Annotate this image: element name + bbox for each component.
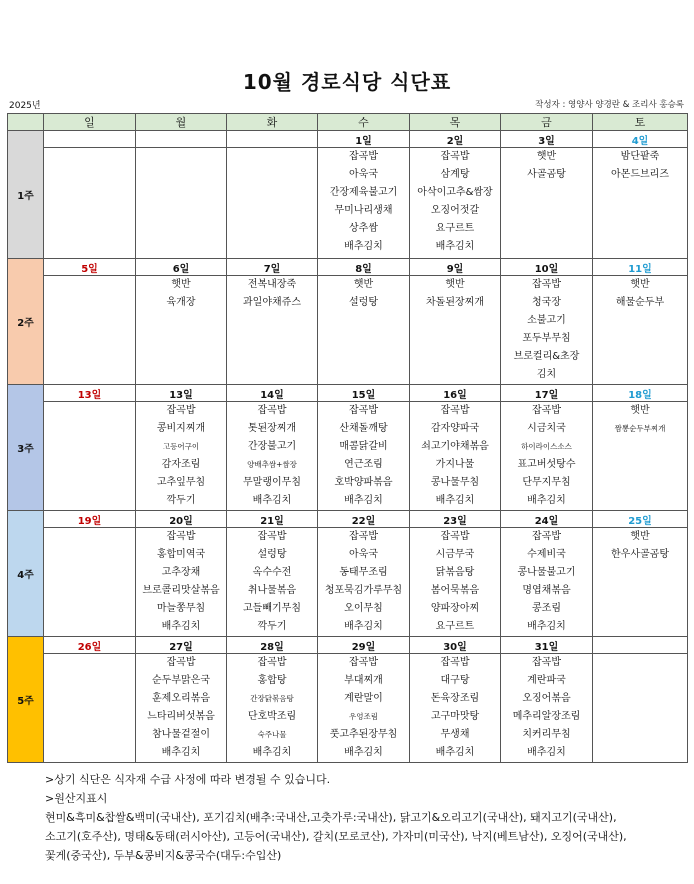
note-line: >원산지표시 — [45, 792, 108, 805]
menu-item: 아삭이고추&쌈장 — [417, 187, 493, 198]
menu-cell — [410, 528, 501, 637]
week-label: 3주 — [8, 385, 44, 511]
menu-item: 배추김치 — [527, 621, 566, 632]
note-line: 현미&흑미&찹쌀&백미(국내산), 포기김치(배추:국내산,고춧가루:국내산), 닭고기&오리고기(국내산), 돼지고기(국내산), — [45, 811, 617, 824]
date-cell: 19일 — [44, 511, 136, 528]
date-cell: 1일 — [318, 131, 410, 148]
weekday-header-row — [8, 114, 688, 131]
menu-item: 사골곰탕 — [527, 169, 566, 180]
week-label: 5주 — [8, 637, 44, 763]
menu-item: 잡곡밥 — [349, 657, 378, 668]
note-line: 소고기(호주산), 명태&동태(러시아산), 고등어(국내산), 갈치(모로코산), 가자미(미국산), 낙지(베트남산), 오징어(국내산), — [45, 830, 627, 843]
menu-item: 육개장 — [166, 297, 196, 308]
menu-item: 햇반 — [536, 151, 557, 162]
menu-cell — [136, 148, 227, 259]
menu-item: 배추김치 — [435, 495, 475, 506]
weekday-header: 일 — [44, 114, 136, 131]
date-cell: 31일 — [501, 637, 593, 654]
note-line: >상기 식단은 식자재 수급 사정에 따라 변경될 수 있습니다. — [45, 773, 331, 786]
date-cell: 21일 — [227, 511, 318, 528]
date-row — [8, 259, 688, 276]
date-cell: 23일 — [410, 511, 501, 528]
menu-item: 잡곡밥 — [349, 151, 378, 162]
date-cell: 13일 — [44, 385, 136, 402]
menu-item: 매콤닭갈비 — [339, 441, 388, 452]
menu-item: 콩나물불고기 — [517, 567, 576, 578]
menu-item: 잡곡밥 — [532, 279, 561, 290]
menu-item: 연근조림 — [344, 459, 383, 470]
menu-cell — [593, 148, 688, 259]
menu-item: 김치 — [536, 369, 557, 380]
menu-item: 숙주나물 — [257, 730, 287, 739]
date-cell: 9일 — [410, 259, 501, 276]
page-title: 10월 경로식당 식단표 — [242, 70, 452, 94]
date-row — [8, 637, 688, 654]
menu-item: 배추김치 — [435, 747, 475, 758]
menu-item: 잡곡밥 — [349, 405, 378, 416]
menu-row — [8, 148, 688, 259]
date-cell — [593, 637, 688, 654]
menu-item: 오이무침 — [344, 603, 383, 614]
menu-item: 홍합미역국 — [156, 549, 206, 560]
menu-row — [8, 276, 688, 385]
menu-item: 돈육장조림 — [430, 693, 480, 704]
menu-item: 명엽채볶음 — [522, 585, 571, 596]
menu-table — [7, 113, 688, 763]
menu-cell — [501, 528, 593, 637]
menu-item: 옥수수전 — [252, 567, 292, 578]
date-cell: 3일 — [501, 131, 593, 148]
menu-item: 양파장아찌 — [430, 603, 480, 614]
menu-item: 햇반 — [630, 405, 650, 416]
menu-item: 잡곡밥 — [440, 657, 470, 668]
menu-item: 취나물볶음 — [247, 585, 297, 596]
menu-item: 깍두기 — [166, 495, 196, 506]
menu-item: 깍두기 — [257, 621, 287, 632]
date-cell — [44, 131, 136, 148]
menu-item: 하이라이스소스 — [521, 442, 572, 451]
menu-item: 햇반 — [630, 531, 650, 542]
menu-item: 시금치국 — [527, 423, 566, 434]
menu-item: 시금무국 — [435, 549, 475, 560]
menu-item: 계란말이 — [344, 693, 383, 704]
date-cell: 10일 — [501, 259, 593, 276]
date-cell: 16일 — [410, 385, 501, 402]
menu-item: 고구마맛탕 — [430, 711, 480, 722]
menu-row — [8, 654, 688, 763]
menu-item: 쇠고기야채볶음 — [421, 441, 489, 452]
weekday-header: 월 — [136, 114, 227, 131]
menu-item: 훈제오리볶음 — [152, 693, 210, 704]
menu-item: 잡곡밥 — [166, 531, 196, 542]
menu-item: 아몬드브리즈 — [611, 169, 669, 180]
menu-item: 포두부무침 — [522, 333, 571, 344]
menu-item: 톳된장찌개 — [247, 423, 297, 434]
menu-item: 삼계탕 — [440, 169, 470, 180]
menu-cell — [136, 654, 227, 763]
menu-cell — [44, 276, 136, 385]
date-row — [8, 131, 688, 148]
menu-item: 잡곡밥 — [257, 405, 287, 416]
menu-item: 전복내장죽 — [247, 279, 297, 290]
menu-item: 오징어젓갈 — [430, 205, 480, 216]
menu-item: 잡곡밥 — [349, 531, 378, 542]
menu-item: 요구르트 — [435, 621, 475, 632]
menu-cell — [44, 654, 136, 763]
menu-item: 소불고기 — [527, 315, 566, 326]
weekday-header: 수 — [318, 114, 410, 131]
menu-item: 잡곡밥 — [532, 531, 561, 542]
note-line: 꽃게(중국산), 두부&콩비지&콩국수(대두:수입산) — [45, 849, 282, 862]
menu-item: 브로컬리&초장 — [513, 351, 580, 362]
menu-cell — [44, 528, 136, 637]
menu-item: 배추김치 — [435, 241, 475, 252]
menu-item: 단무지무침 — [522, 477, 571, 488]
menu-item: 햇반 — [630, 279, 650, 290]
menu-item: 햇반 — [171, 279, 191, 290]
menu-item: 배추김치 — [527, 747, 566, 758]
menu-cell — [44, 148, 136, 259]
menu-item: 치커리무침 — [522, 729, 571, 740]
menu-cell — [318, 402, 410, 511]
weekday-header: 금 — [501, 114, 593, 131]
menu-item: 간장닭볶음탕 — [250, 694, 294, 703]
date-cell: 13일 — [136, 385, 227, 402]
menu-item: 설렁탕 — [257, 549, 287, 560]
menu-item: 동태무조림 — [339, 567, 388, 578]
date-cell: 8일 — [318, 259, 410, 276]
menu-item: 아욱국 — [349, 549, 378, 560]
menu-item: 무생채 — [440, 729, 470, 740]
menu-item: 잡곡밥 — [440, 531, 470, 542]
menu-item: 청포묵김가루무침 — [324, 585, 403, 596]
menu-cell — [318, 654, 410, 763]
menu-item: 설렁탕 — [349, 297, 378, 308]
menu-item: 양배추쌈+쌈장 — [247, 460, 297, 469]
menu-row — [8, 528, 688, 637]
menu-item: 계란파국 — [527, 675, 566, 686]
date-row — [8, 385, 688, 402]
menu-cell — [227, 148, 318, 259]
menu-item: 무말랭이무침 — [243, 477, 301, 488]
menu-item: 봄어묵볶음 — [430, 585, 480, 596]
menu-cell — [318, 528, 410, 637]
menu-item: 느타리버섯볶음 — [147, 711, 215, 722]
menu-item: 배추김치 — [161, 747, 201, 758]
date-cell: 27일 — [136, 637, 227, 654]
menu-body — [8, 131, 688, 763]
menu-item: 닭볶음탕 — [435, 567, 475, 578]
date-row — [8, 511, 688, 528]
menu-item: 고등어구이 — [162, 442, 200, 451]
menu-item: 호박양파볶음 — [334, 477, 393, 488]
menu-item: 표고버섯탕수 — [517, 459, 576, 470]
menu-item: 잡곡밥 — [440, 151, 470, 162]
menu-item: 청국장 — [532, 297, 561, 308]
menu-cell — [136, 276, 227, 385]
weekday-header: 토 — [593, 114, 688, 131]
menu-item: 가지나물 — [435, 459, 475, 470]
menu-cell — [410, 148, 501, 259]
menu-item: 햇반 — [445, 279, 465, 290]
date-cell: 26일 — [44, 637, 136, 654]
menu-item: 잡곡밥 — [532, 657, 561, 668]
menu-cell — [410, 402, 501, 511]
menu-item: 햇반 — [353, 279, 374, 290]
menu-item: 배추김치 — [344, 495, 383, 506]
menu-item: 오징어볶음 — [522, 693, 571, 704]
menu-item: 상추쌈 — [349, 223, 378, 234]
date-cell: 15일 — [318, 385, 410, 402]
date-cell: 29일 — [318, 637, 410, 654]
week-header-corner — [8, 114, 44, 131]
menu-item: 해물순두부 — [615, 297, 665, 308]
date-cell: 20일 — [136, 511, 227, 528]
menu-item: 배추김치 — [252, 495, 292, 506]
menu-cell — [318, 148, 410, 259]
menu-item: 고추잎무침 — [156, 477, 206, 488]
menu-row — [8, 402, 688, 511]
menu-item: 배추김치 — [344, 241, 383, 252]
menu-item: 잡곡밥 — [532, 405, 561, 416]
date-cell: 7일 — [227, 259, 318, 276]
date-cell: 17일 — [501, 385, 593, 402]
menu-item: 고들빼기무침 — [243, 603, 301, 614]
menu-item: 밤단팥죽 — [620, 151, 660, 162]
menu-item: 콩비지찌개 — [156, 423, 206, 434]
week-label: 4주 — [8, 511, 44, 637]
menu-cell — [227, 276, 318, 385]
date-cell — [227, 131, 318, 148]
date-cell: 6일 — [136, 259, 227, 276]
menu-item: 부대찌개 — [344, 675, 383, 686]
weekday-header: 화 — [227, 114, 318, 131]
menu-item: 브로콜리맛살볶음 — [142, 585, 220, 596]
weekday-header: 목 — [410, 114, 501, 131]
menu-item: 한우사골곰탕 — [611, 549, 669, 560]
notes — [45, 770, 627, 865]
menu-cell — [227, 528, 318, 637]
menu-cell — [410, 276, 501, 385]
menu-item: 과일야채쥬스 — [243, 297, 301, 308]
menu-cell — [227, 402, 318, 511]
menu-item: 잡곡밥 — [440, 405, 470, 416]
date-cell: 5일 — [44, 259, 136, 276]
menu-cell — [44, 402, 136, 511]
date-cell: 30일 — [410, 637, 501, 654]
menu-item: 감자조림 — [161, 459, 201, 470]
menu-item: 잡곡밥 — [257, 657, 287, 668]
menu-item: 배추김치 — [161, 621, 201, 632]
menu-cell — [501, 402, 593, 511]
menu-item: 요구르트 — [435, 223, 475, 234]
author-label: 작성자 : 영양사 양경란 & 조리사 홍승록 — [535, 100, 684, 110]
menu-item: 간장불고기 — [247, 441, 297, 452]
menu-cell — [593, 402, 688, 511]
date-cell: 18일 — [593, 385, 688, 402]
menu-cell — [593, 528, 688, 637]
menu-cell — [501, 654, 593, 763]
menu-item: 마늘쫑무침 — [156, 603, 206, 614]
menu-item: 아욱국 — [349, 169, 378, 180]
date-cell: 25일 — [593, 511, 688, 528]
menu-item: 배추김치 — [527, 495, 566, 506]
menu-item: 우엉조림 — [349, 712, 378, 721]
year-label: 2025년 — [9, 101, 41, 111]
menu-item: 순두부맑은국 — [152, 675, 210, 686]
menu-item: 콩나물무침 — [430, 477, 480, 488]
date-cell: 14일 — [227, 385, 318, 402]
date-cell — [136, 131, 227, 148]
menu-item: 참나물겉절이 — [152, 729, 210, 740]
week-label: 2주 — [8, 259, 44, 385]
menu-item: 감자양파국 — [430, 423, 480, 434]
menu-cell — [318, 276, 410, 385]
menu-item: 잡곡밥 — [166, 657, 196, 668]
date-cell: 22일 — [318, 511, 410, 528]
menu-item: 고추장채 — [161, 567, 201, 578]
menu-item: 산채돌깨탕 — [339, 423, 388, 434]
menu-item: 홍합탕 — [257, 675, 287, 686]
menu-cell — [501, 276, 593, 385]
menu-item: 배추김치 — [344, 621, 383, 632]
menu-item: 배추김치 — [252, 747, 292, 758]
menu-cell — [136, 402, 227, 511]
menu-item: 잡곡밥 — [166, 405, 196, 416]
menu-item: 잡곡밥 — [257, 531, 287, 542]
menu-item: 풋고추된장무침 — [329, 729, 398, 740]
menu-item: 무미나리생채 — [334, 205, 393, 216]
menu-cell — [227, 654, 318, 763]
date-cell: 4일 — [593, 131, 688, 148]
menu-cell — [501, 148, 593, 259]
menu-item: 수제비국 — [527, 549, 566, 560]
menu-item: 대구탕 — [440, 675, 470, 686]
menu-item: 메추리알장조림 — [512, 711, 581, 722]
menu-item: 콩조림 — [532, 603, 561, 614]
date-cell: 11일 — [593, 259, 688, 276]
menu-item: 배추김치 — [344, 747, 383, 758]
date-cell: 2일 — [410, 131, 501, 148]
menu-cell — [593, 276, 688, 385]
menu-item: 짬뽕순두부찌개 — [614, 424, 666, 433]
menu-item: 차돌된장찌개 — [426, 297, 484, 308]
date-cell: 28일 — [227, 637, 318, 654]
menu-cell — [593, 654, 688, 763]
menu-cell — [136, 528, 227, 637]
menu-cell — [410, 654, 501, 763]
week-label: 1주 — [8, 131, 44, 259]
date-cell: 24일 — [501, 511, 593, 528]
menu-item: 간장제육불고기 — [329, 187, 398, 198]
menu-item: 단호박조림 — [247, 711, 297, 722]
